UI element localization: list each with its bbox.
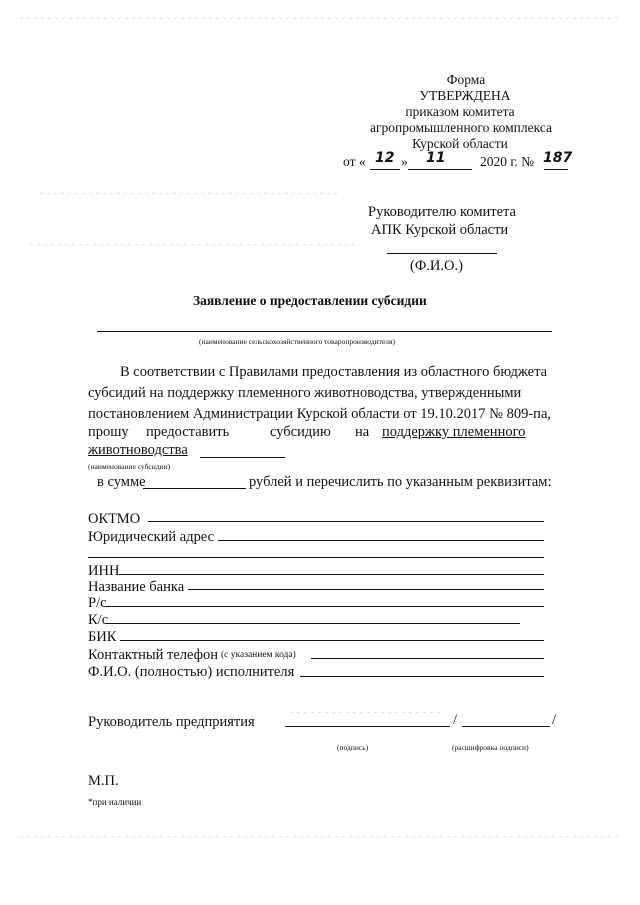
footnote: *при наличии	[88, 797, 142, 807]
header-date-year: 2020 г. №	[480, 154, 535, 169]
bik-label: БИК	[88, 629, 117, 645]
signature-decode-line	[462, 726, 550, 727]
body-line1: В соответствии с Правилами предоставления из областного бюджета	[120, 364, 548, 380]
signature-line	[285, 726, 450, 727]
signature-slash: /	[552, 712, 557, 728]
body-line2: субсидий на поддержку племенного животноводства, утвержденными	[88, 385, 522, 401]
scan-noise	[40, 193, 340, 194]
sign-hint: (подпись)	[337, 743, 369, 752]
subsidy-name-part1: поддержку племенного	[382, 424, 526, 440]
date-month-line	[408, 169, 472, 170]
oktmo-label: ОКТМО	[88, 511, 141, 527]
addressee-line2: АПК Курской области	[371, 222, 509, 238]
addressee-fio-line	[387, 253, 497, 254]
body-ask-word: субсидию	[270, 424, 331, 440]
body-ask-word: прошу	[88, 424, 129, 440]
subsidy-hint: (наименование субсидии)	[88, 462, 171, 471]
applicant-hint: (наименование сельскохозяйственного товаропроизводителя)	[199, 337, 395, 346]
sum-prefix: в сумме	[97, 474, 146, 490]
inn-line	[119, 574, 544, 575]
order-number: 187	[543, 150, 573, 166]
phone-hint: (с указанием кода)	[221, 650, 296, 660]
inn-label: ИНН	[88, 563, 120, 579]
rs-line	[106, 606, 544, 607]
legal-address-line2	[88, 557, 544, 558]
date-month: 11	[426, 150, 446, 166]
header-order-line1: приказом комитета	[405, 104, 515, 119]
header-approved: УТВЕРЖДЕНА	[419, 88, 511, 103]
legal-address-label: Юридический адрес	[88, 529, 215, 545]
body-ask-word: предоставить	[146, 424, 230, 440]
oktmo-line	[148, 521, 544, 522]
date-day: 12	[375, 150, 395, 166]
ks-label: К/с	[88, 612, 109, 628]
order-number-line	[544, 169, 568, 170]
scan-noise	[20, 836, 620, 837]
sum-line	[143, 488, 246, 489]
executor-line	[300, 676, 544, 677]
decode-hint: (расшифровка подписи)	[452, 743, 529, 752]
bik-line	[120, 640, 544, 641]
legal-address-line	[218, 540, 544, 541]
ks-line	[106, 623, 520, 624]
header-form: Форма	[446, 72, 486, 87]
rs-label: Р/с	[88, 595, 107, 611]
body-line3: постановлением Администрации Курской области от 19.10.2017 № 809-па,	[88, 406, 552, 422]
subsidy-name-line	[200, 457, 285, 458]
bank-name-label: Название банка	[88, 579, 185, 595]
head-label: Руководитель предприятия	[88, 714, 255, 730]
header-date-close: »	[401, 154, 408, 169]
sum-suffix: рублей и перечислить по указанным реквизитам:	[249, 474, 552, 490]
phone-line	[311, 658, 544, 659]
scan-noise	[20, 18, 620, 19]
stamp-label: М.П.	[88, 773, 119, 789]
scan-noise	[30, 244, 360, 245]
date-day-line	[370, 169, 400, 170]
header-order-line2: агропромышленного комплекса	[370, 120, 552, 135]
addressee-fio-label: (Ф.И.О.)	[410, 258, 463, 274]
header-date-from: от «	[343, 154, 366, 169]
executor-label: Ф.И.О. (полностью) исполнителя	[88, 664, 295, 680]
addressee-line1: Руководителю комитета	[368, 204, 516, 220]
body-ask-word: на	[355, 424, 370, 440]
bank-name-line	[188, 589, 544, 590]
signature-slash: /	[453, 712, 458, 728]
header-order-line3: Курской области	[412, 136, 508, 151]
applicant-name-line	[97, 331, 552, 332]
subsidy-name-part2: животноводства	[88, 442, 188, 458]
page-title: Заявление о предоставлении субсидии	[193, 293, 427, 308]
scan-noise	[290, 712, 440, 713]
phone-label: Контактный телефон	[88, 647, 219, 663]
